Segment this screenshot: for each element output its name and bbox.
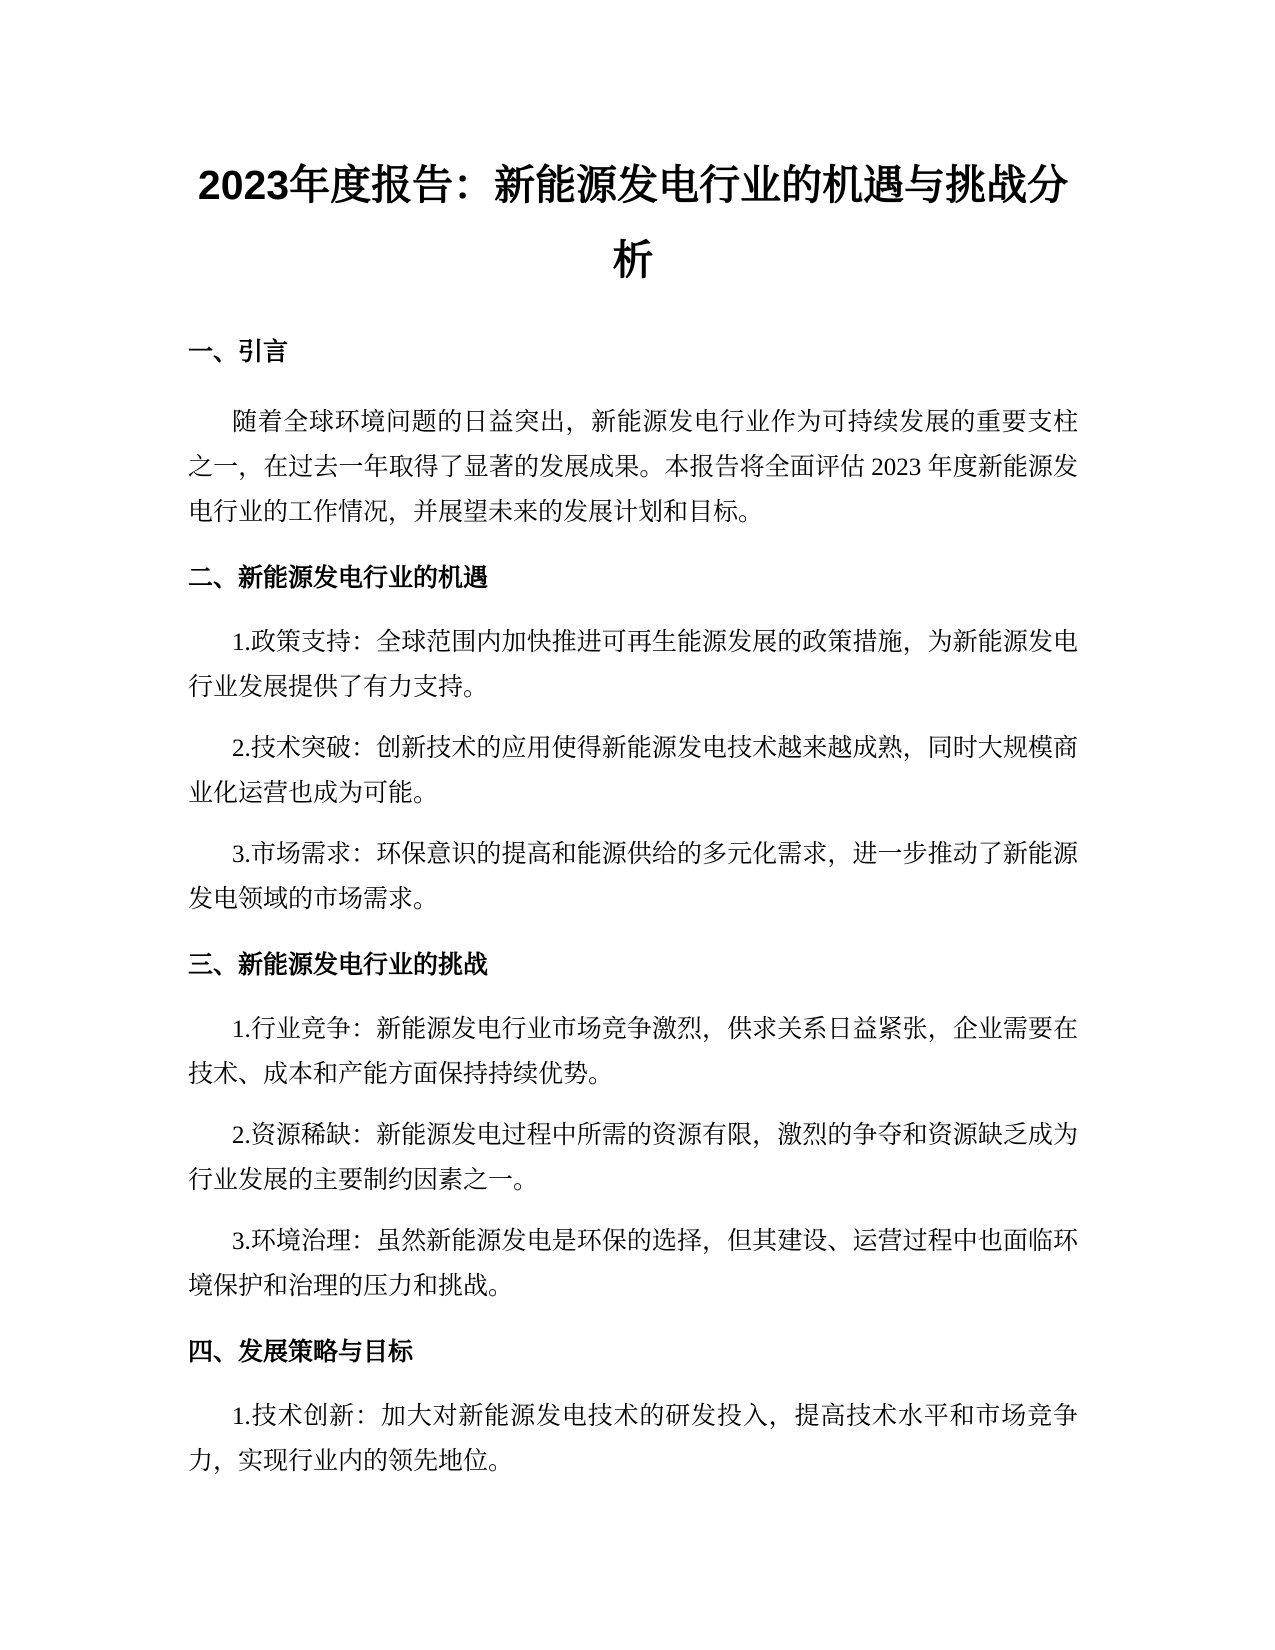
paragraph-opportunity-technology: 2.技术突破：创新技术的应用使得新能源发电技术越来越成熟，同时大规模商业化运营也成为可能。 xyxy=(188,735,1078,807)
section-heading-opportunities: 二、新能源发电行业的机遇 xyxy=(188,564,489,592)
section-heading-strategy: 四、发展策略与目标 xyxy=(188,1338,414,1366)
section-heading-challenges: 三、新能源发电行业的挑战 xyxy=(188,951,489,979)
paragraph-opportunity-market: 3.市场需求：环保意识的提高和能源供给的多元化需求，进一步推动了新能源发电领域的市场需求。 xyxy=(188,841,1078,913)
paragraph-challenge-environment: 3.环境治理：虽然新能源发电是环保的选择，但其建设、运营过程中也面临环境保护和治理的压力和挑战。 xyxy=(188,1228,1078,1300)
paragraph-challenge-resources: 2.资源稀缺：新能源发电过程中所需的资源有限，激烈的争夺和资源缺乏成为行业发展的主要制约因素之一。 xyxy=(188,1122,1078,1194)
document-body xyxy=(188,148,1078,1484)
paragraph-strategy-innovation: 1.技术创新：加大对新能源发电技术的研发投入，提高技术水平和市场竞争力，实现行业内的领先地位。 xyxy=(188,1403,1078,1475)
paragraph-opportunity-policy: 1.政策支持：全球范围内加快推进可再生能源发展的政策措施，为新能源发电行业发展提供了有力支持。 xyxy=(188,629,1078,701)
paragraph-challenge-competition: 1.行业竞争：新能源发电行业市场竞争激烈，供求关系日益紧张，企业需要在技术、成本和产能方面保持持续优势。 xyxy=(188,1016,1078,1088)
paragraph-introduction: 随着全球环境问题的日益突出，新能源发电行业作为可持续发展的重要支柱之一，在过去一年取得了显著的发展成果。本报告将全面评估 2023 年度新能源发电行业的工作情况，并展望未来的发展计划和目标。 xyxy=(188,409,1078,526)
section-heading-introduction: 一、引言 xyxy=(188,338,289,366)
document-title: 2023年度报告：新能源发电行业的机遇与挑战分析 xyxy=(197,162,1069,283)
